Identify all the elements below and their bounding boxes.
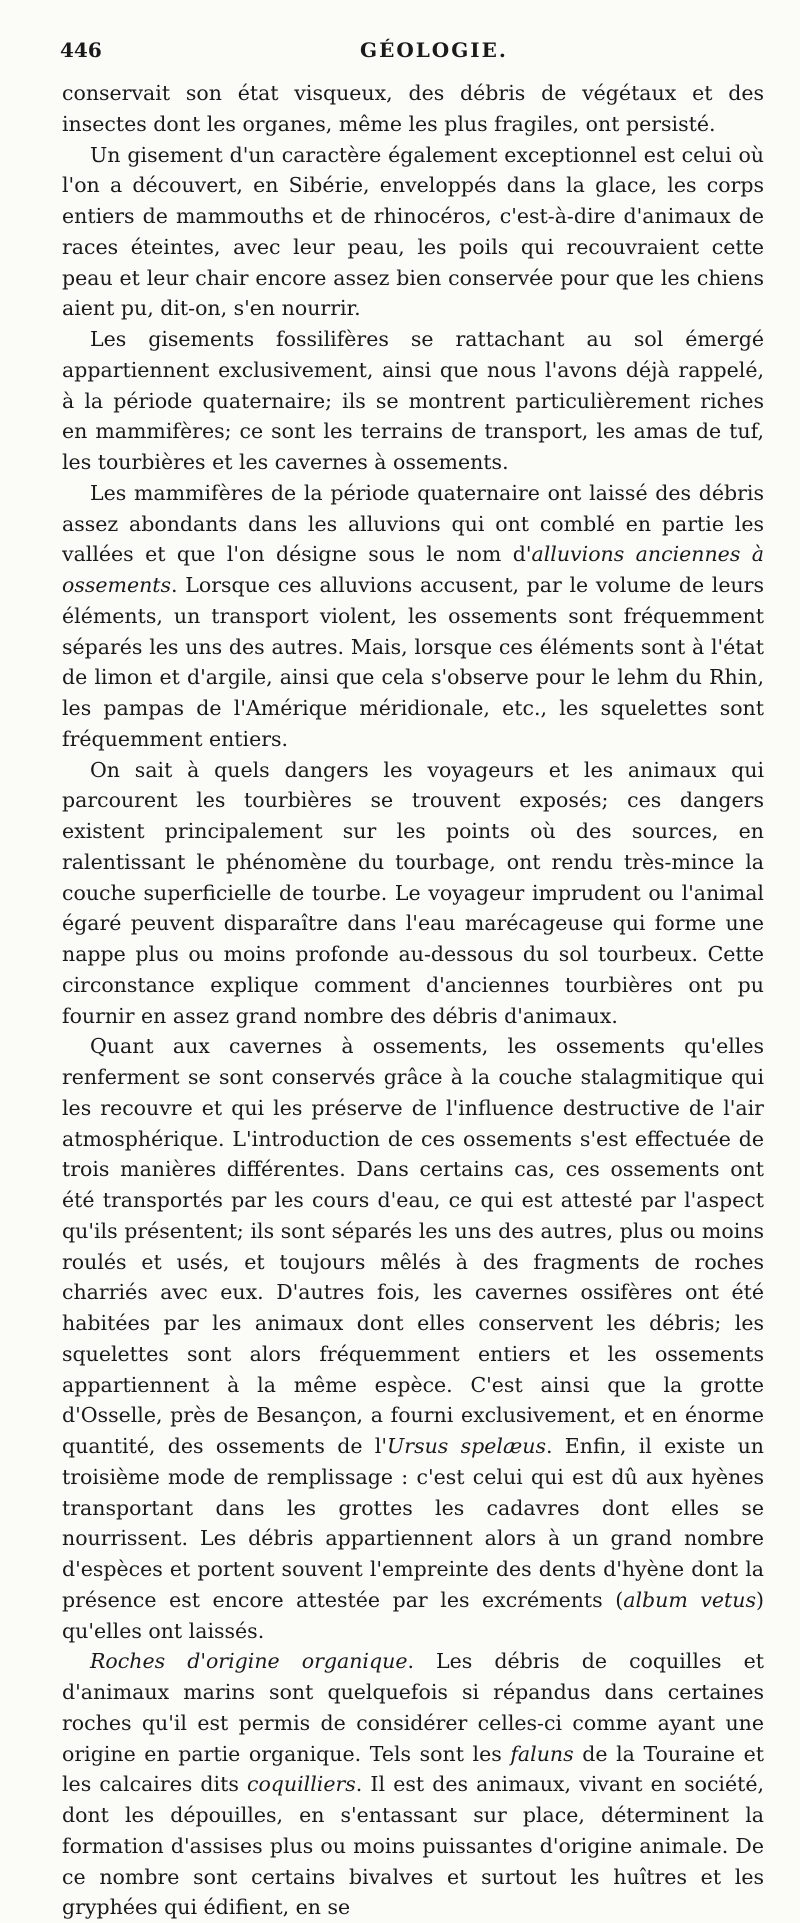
italic-term: coquilliers [246, 1772, 356, 1797]
paragraph-4 [62, 478, 764, 755]
text-run: Les gisements fossilifères se rattachant au sol émergé appartiennent exclusivement, ainsi que nous l'avons déjà rappelé, à la période quaternaire; ils se montrent particulièrement riches en mammifères; ce sont les terrains de transport, les amas de tuf, les tourbières et les cavernes à ossements. [62, 327, 764, 474]
text-run: ) qu'elles ont laissés. [62, 1587, 764, 1643]
italic-term: faluns [510, 1741, 574, 1766]
page-number: 446 [60, 38, 102, 62]
paragraph-1 [62, 78, 764, 140]
paragraph-5 [62, 755, 764, 1032]
text-run: . Il est des animaux, vivant en société, dont les dépouilles, en s'entassant sur place, déterminent la formation d'assises plus ou moins puissantes d'origine animale. De ce nombre sont certains bivalves et surtout les huîtres et les gryphées qui édifient, en se [62, 1772, 764, 1920]
italic-heading: Roches d'origine organique [90, 1649, 408, 1674]
running-title: GÉOLOGIE. [360, 38, 508, 62]
paragraph-2 [62, 140, 764, 325]
body-text [62, 78, 764, 1923]
paragraph-3 [62, 324, 764, 478]
paragraph-6 [62, 1031, 764, 1646]
text-run: Quant aux cavernes à ossements, les ossements qu'elles renferment se sont conservés grâce à la couche stalagmitique qui les recouvre et qui les préserve de l'influence destructive de l'air atmosphérique. L'introduction de ces ossements s'est effectuée de trois manières différentes. Dans certains cas, ces ossements ont été transportés par les cours d'eau, ce qui est attesté par l'aspect qu'ils présentent; ils sont séparés les uns des autres, plus ou moins roulés et usés, et toujours mêlés à des fragments de roches charriés avec eux. D'autres fois, les cavernes ossifères ont été habitées par les animaux dont elles conservent les débris; les squelettes sont alors fréquemment entiers et les ossements appartiennent à la même espèce. C'est ainsi que la grotte d'Osselle, près de Besançon, a fourni exclusivement, et en énorme quantité, des ossements de l' [62, 1034, 764, 1458]
text-run: . Enfin, il existe un troisième mode de remplissage : c'est celui qui est dû aux hyènes transportant dans les grottes les cadavres dont elles se nourrissent. Les débris appartiennent alors à un grand nombre d'espèces et portent souvent l'empreinte des dents d'hyène dont la présence est encore attestée par les excréments ( [62, 1434, 764, 1612]
page-header [60, 38, 764, 78]
text-run: de la Touraine et les calcaires dits [62, 1741, 764, 1797]
italic-term: Ursus spelæus [387, 1434, 546, 1458]
text-run: Les mammifères de la période quaternaire ont laissé des débris assez abondants dans les alluvions qui ont comblé en partie les vallées et que l'on désigne sous le nom d' [62, 480, 764, 567]
italic-term: alluvions anciennes à ossements [62, 542, 764, 597]
text-run: . Lorsque ces alluvions accusent, par le volume de leurs éléments, un transport violent, les ossements sont fréquemment séparés les uns des autres. Mais, lorsque ces éléments sont à l'état de limon et d'argile, ainsi que cela s'observe pour le lehm du Rhin, les pampas de l'Amérique méridionale, etc., les squelettes sont fréquemment entiers. [62, 573, 764, 751]
text-run: conservait son état visqueux, des débris de végétaux et des insectes dont les organes, même les plus fragiles, ont persisté. [62, 81, 764, 136]
italic-term: album vetus [623, 1587, 756, 1612]
paragraph-7 [62, 1646, 764, 1923]
text-run: . Les débris de coquilles et d'animaux marins sont quelquefois si répandus dans certaines roches qu'il est permis de considérer celles-ci comme ayant une origine en partie organique. Tels sont les [62, 1649, 764, 1766]
text-run: On sait à quels dangers les voyageurs et les animaux qui parcourent les tourbières se trouvent exposés; ces dangers existent principalement sur les points où des sources, en ralentissant le phénomène du tourbage, ont rendu très-mince la couche superficielle de tourbe. Le voyageur imprudent ou l'animal égaré peuvent disparaître dans l'eau marécageuse qui forme une nappe plus ou moins profonde au-dessous du sol tourbeux. Cette circonstance explique comment d'anciennes tourbières ont pu fournir en assez grand nombre des débris d'animaux. [62, 757, 764, 1028]
text-run: Un gisement d'un caractère également exceptionnel est celui où l'on a découvert, en Sibérie, enveloppés dans la glace, les corps entiers de mammouths et de rhinocéros, c'est-à-dire d'animaux de races éteintes, avec leur peau, les poils qui recouvraient cette peau et leur chair encore assez bien conservée pour que les chiens aient pu, dit-on, s'en nourrir. [62, 142, 764, 321]
